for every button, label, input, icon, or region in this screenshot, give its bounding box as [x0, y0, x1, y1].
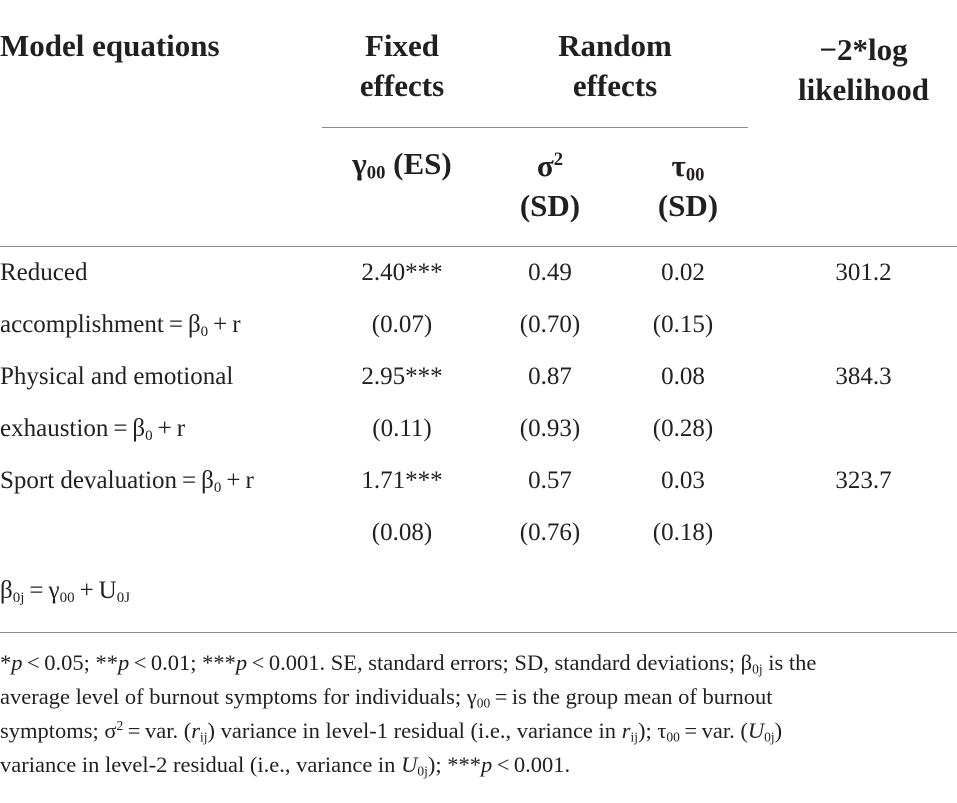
gamma-subscript: 00 [366, 162, 386, 184]
subheader-sigma2-sd [490, 146, 610, 226]
row3-es-se: (0.08) [371, 519, 433, 546]
sigma-sd-label: (SD) [519, 188, 581, 223]
row3-tau00-sd: (0.18) [652, 519, 714, 546]
sigma-superscript: 2 [553, 148, 564, 170]
footnote-line1: *p < 0.05; **p < 0.01; ***p < 0.001. SE, standard errors; SD, standard deviations; $\beta_{0j}$ is the [0, 650, 817, 677]
row1-label-line2: accomplishment = $\beta_0 + r$ [0, 311, 241, 340]
header-fixed-effects [322, 26, 482, 106]
row3-label: Sport devaluation = $\beta_0 + r$ [0, 467, 254, 496]
row2-sigma2: 0.87 [528, 363, 572, 390]
header-random-effects [482, 26, 748, 106]
header-subrule [322, 127, 748, 128]
row1-tau00-sd: (0.15) [652, 311, 714, 338]
footnote-line4: variance in level-2 residual (i.e., variance in $U_{0j}$); ***p < 0.001. [0, 752, 571, 779]
row2-es-se: (0.11) [372, 415, 432, 442]
gamma-symbol: γ [352, 146, 367, 181]
row1-sigma2-sd: (0.70) [519, 311, 581, 338]
row2-loglik: 384.3 [835, 363, 892, 390]
es-label: (ES) [385, 146, 452, 181]
row2-tau00: 0.08 [661, 363, 705, 390]
row3-es: 1.71*** [361, 467, 443, 494]
row1-es: 2.40*** [361, 259, 443, 286]
row3-tau00: 0.03 [661, 467, 705, 494]
row2-label-line1: Physical and emotional [0, 363, 234, 390]
header-fixed-effects-line2: effects [359, 68, 445, 103]
row2-label-line2: exhaustion = $\beta_0 + r$ [0, 415, 186, 444]
header-model-equations: Model equations [0, 28, 220, 63]
row1-loglik: 301.2 [835, 259, 892, 286]
tau-sd-label: (SD) [657, 188, 719, 223]
header-log-likelihood [770, 30, 957, 110]
footnote-line3: symptoms; $\sigma^2$ = var. $(r_{ij})$ variance in level-1 residual (i.e., variance in $r_{ij}$); $\tau_{00}$ = var. $(U_{0j})$ [0, 717, 783, 745]
row2-tau00-sd: (0.28) [652, 415, 714, 442]
row3-loglik: 323.7 [835, 467, 892, 494]
table-bottom-rule [0, 632, 957, 633]
row1-es-se: (0.07) [371, 311, 433, 338]
row3-sigma2-sd: (0.76) [519, 519, 581, 546]
level2-equation: $\beta_{0j} = \gamma_{00} + U_{0J}$ [0, 577, 131, 606]
header-random-effects-line1: Random [558, 28, 672, 63]
row1-sigma2: 0.49 [528, 259, 572, 286]
row2-es: 2.95*** [361, 363, 443, 390]
header-random-effects-line2: effects [572, 68, 658, 103]
header-bottom-rule [0, 246, 957, 247]
row3-sigma2: 0.57 [528, 467, 572, 494]
header-log-likelihood-line2: likelihood [798, 72, 929, 107]
header-log-likelihood-line1: −2*log [819, 32, 908, 67]
subheader-tau00-sd [628, 146, 748, 226]
tau-subscript: 00 [685, 164, 705, 186]
footnote-line2: average level of burnout symptoms for individuals; $\gamma_{00}$ = is the group mean of burnout [0, 684, 773, 711]
header-fixed-effects-line1: Fixed [364, 28, 440, 63]
row1-tau00: 0.02 [661, 259, 705, 286]
sigma-symbol: σ [536, 148, 554, 183]
subheader-gamma-es [322, 144, 482, 184]
tau-symbol: τ [671, 148, 686, 183]
row2-sigma2-sd: (0.93) [519, 415, 581, 442]
row1-label-line1: Reduced [0, 259, 88, 286]
